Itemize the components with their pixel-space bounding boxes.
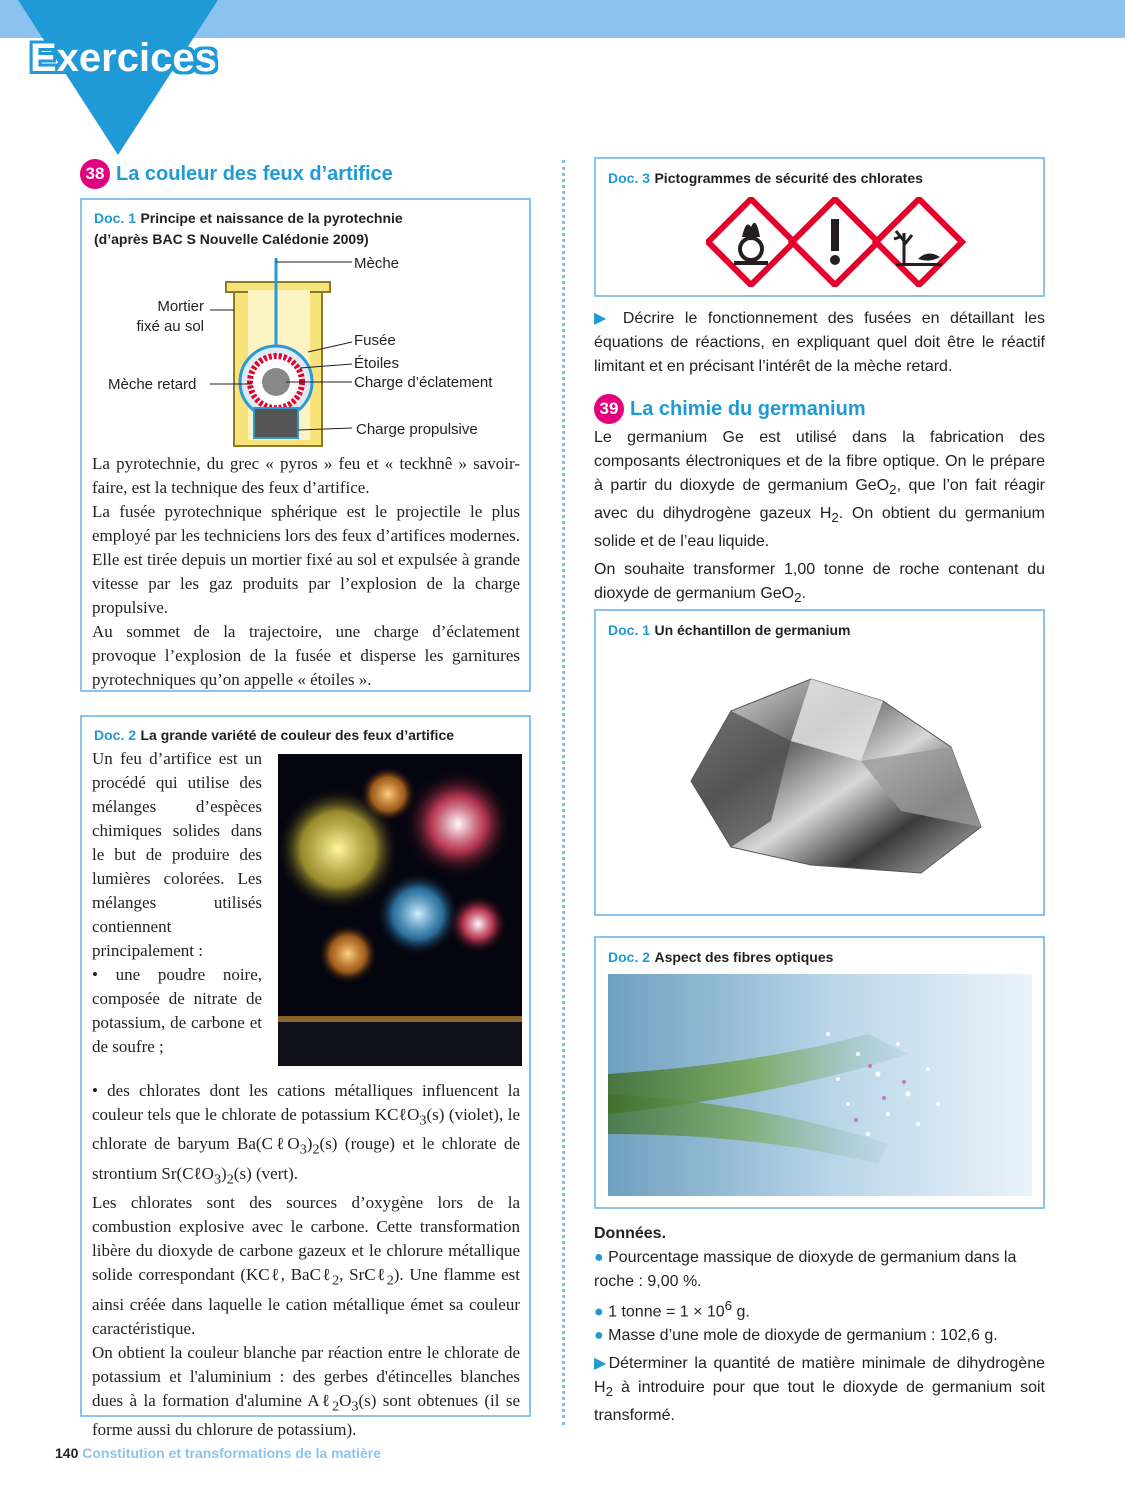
optical-fibers-photo: [608, 974, 1032, 1196]
paragraph: Un feu d’artifice est un procédé qui utilise des mélanges d’espèces chimiques solides dans le but de produire des lumières colorées. Les mélanges utilisés contiennent principalement :: [92, 749, 262, 960]
exercise-number-badge: 39: [594, 394, 624, 424]
ex39-intro: [594, 426, 1045, 611]
doc-label: Doc. 1: [94, 210, 137, 226]
paragraph: On souhaite transformer 1,00 tonne de roche contenant du dioxyde de germanium GeO$_2$.: [594, 561, 1045, 606]
ex39-doc2-box: [594, 936, 1045, 1209]
doc-label: Doc. 2: [608, 949, 651, 965]
label-meche-retard: Mèche retard: [108, 376, 197, 393]
safety-pictograms: [706, 197, 966, 287]
label-fixe-au-sol: fixé au sol: [136, 318, 204, 335]
label-fusee: Fusée: [354, 332, 396, 349]
label-charge-propulsive: Charge propulsive: [356, 421, 478, 438]
paragraph: La pyrotechnie, du grec « pyros » feu et « teckhnê » savoir-faire, est la technique des feux d’artifice.: [92, 454, 520, 497]
donnees-title: Données.: [594, 1225, 667, 1242]
bullet-item: • des chlorates dont les cations métalliques influencent la couleur tels que le chlorate de potassium KCℓO$_3$(s) (violet), le chlorate de baryum $Ba(C\ell O_3)_2(s)$ (rouge) et le chlorate de strontium $Sr(C\ell O_3)_2(s)$ (vert).: [92, 1081, 520, 1188]
doc3-box: [594, 157, 1045, 297]
exclamation-icon: [792, 199, 878, 285]
exercise-title: La chimie du germanium: [630, 397, 866, 420]
label-mortier: Mortier: [157, 298, 204, 315]
environment-icon: [876, 199, 962, 285]
doc-heading: [608, 947, 833, 968]
doc1-box: [80, 198, 531, 692]
arrow-icon: ▶: [594, 310, 623, 327]
paragraph: Le germanium Ge est utilisé dans la fabrication des composants électroniques et de la fibre optique. On le prépare à partir du dioxyde de germanium GeO$_2$, que l’on fait réagir avec du dihydrogène gazeux $H_2$. On obtient du germanium solide et de l’eau liquide.: [594, 429, 1046, 551]
bullet-icon: ●: [594, 1327, 609, 1345]
paragraph: La fusée pyrotechnique sphérique est le projectile le plus employé par les techniciens lors des feux d’artifices modernes. Elle est tirée depuis un mortier fixé au sol et expulsée à grande vitesse par les gaz produits par l’explosion de la charge propulsive.: [92, 502, 520, 617]
doc-label: Doc. 2: [94, 727, 137, 743]
doc-heading: [608, 620, 851, 641]
oxidizer-icon: [708, 199, 794, 285]
doc-title: Un échantillon de germanium: [654, 622, 851, 638]
list-item: ● Pourcentage massique de dioxyde de germanium dans la roche : 9,00 %.: [594, 1249, 1017, 1290]
arrow-icon: ▶: [594, 1355, 609, 1372]
paragraph: Les chlorates sont des sources d’oxygène lors de la combustion explosive avec le carbone. Cette transformation libère du dioxyde de carbone gazeux et le chlorure métallique solide correspondant (KCℓ, BaCℓ$_2$, SrCℓ$_2$). Une flamme est ainsi créée dans laquelle le cation métallique émet sa couleur caractéristique.: [92, 1193, 520, 1338]
fireworks-photo: [278, 754, 522, 1066]
doc-title: La grande variété de couleur des feux d’artifice: [140, 727, 455, 743]
label-charge-eclatement: Charge d’éclatement: [354, 374, 493, 391]
doc1-text: [92, 452, 520, 692]
doc-label: Doc. 1: [608, 622, 651, 638]
paragraph: Au sommet de la trajectoire, une charge d’éclatement provoque l’explosion de la fusée et disperse les garnitures pyrotechniques qu’on appelle « étoiles ».: [92, 622, 520, 689]
donnees: [594, 1222, 1045, 1348]
label-etoiles: Étoiles: [354, 355, 400, 372]
exercise-title: La couleur des feux d’artifice: [116, 162, 393, 185]
doc-title: Pictogrammes de sécurité des chlorates: [654, 170, 923, 186]
doc2-text: [92, 1079, 520, 1442]
doc-title-source: (d’après BAC S Nouvelle Calédonie 2009): [94, 231, 369, 247]
exercise-39-header: [594, 394, 866, 424]
exercise-number-badge: 38: [80, 159, 110, 189]
list-item: ● 1 tonne = $1 \times 10^6$ g.: [594, 1298, 750, 1321]
ex39-question: ▶Déterminer la quantité de matière minimale de dihydrogène $H_2$ à introduire pour que tout le dioxyde de germanium soit transformé.: [594, 1355, 1045, 1425]
doc1-heading: [94, 208, 524, 250]
germanium-photo: [621, 651, 1021, 906]
label-meche: Mèche: [354, 255, 400, 272]
doc-title: Principe et naissance de la pyrotechnie: [140, 210, 403, 226]
page-title: Exercices: [30, 36, 217, 80]
footer: [55, 1445, 381, 1461]
ex38-question: ▶ Décrire le fonctionnement des fusées en détaillant les équations de réactions, en expliquant quel doit être le réactif limitant et en précisant l’intérêt de la mèche retard.: [594, 310, 1045, 375]
doc-title: Aspect des fibres optiques: [654, 949, 834, 965]
list-item: ● Masse d’une mole de dioxyde de germanium : 102,6 g.: [594, 1327, 998, 1345]
bullet-icon: ●: [594, 1303, 609, 1321]
mortar-diagram: [102, 250, 522, 450]
exercise-38-header: [80, 159, 393, 189]
doc-label: Doc. 3: [608, 170, 651, 186]
bullet-item: • une poudre noire, composée de nitrate de potassium, de carbone et de soufre ;: [92, 965, 262, 1056]
chapter-title: Constitution et transformations de la matière: [82, 1445, 381, 1461]
column-divider: [562, 160, 565, 1425]
doc2-intro: [92, 747, 262, 1059]
doc3-heading: [608, 168, 923, 189]
ex39-doc1-box: [594, 609, 1045, 916]
bullet-icon: ●: [594, 1249, 609, 1266]
doc2-heading: [94, 725, 524, 746]
doc2-box: [80, 715, 531, 1439]
paragraph: On obtient la couleur blanche par réaction entre le chlorate de potassium et l'aluminium : des gerbes d'étincelles blanches dues à la formation d'alumine $A\ell_2O_3(s)$ sont obtenues (il se forme aussi du chlorure de potassium).: [92, 1342, 520, 1439]
page-number: 140: [55, 1445, 79, 1461]
